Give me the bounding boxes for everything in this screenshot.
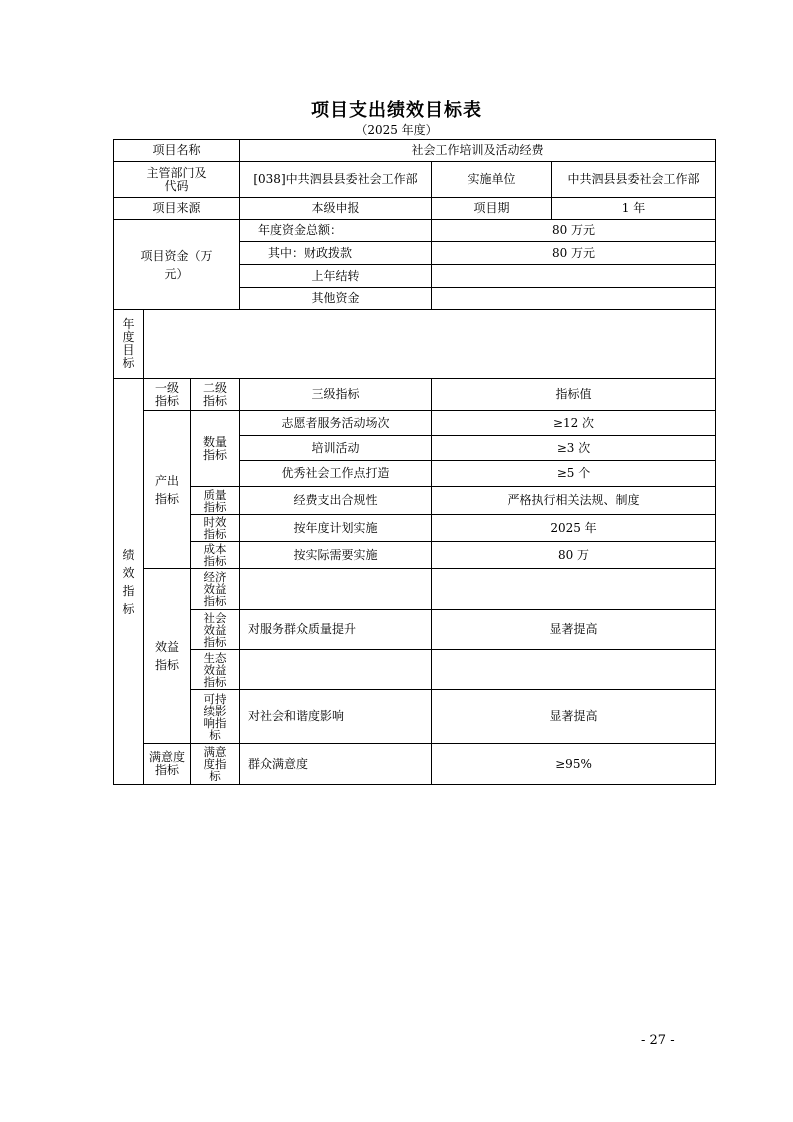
social-name: 对服务群众质量提升: [240, 610, 432, 650]
dept-value: [038]中共泗县县委社会工作部: [240, 162, 432, 198]
row-department: [114, 162, 716, 198]
impl-label: 实施单位: [432, 162, 552, 198]
benefit-label: 效益指标: [144, 569, 191, 744]
quantity-1-value: ≥12 次: [432, 411, 716, 436]
timeliness-name: 按年度计划实施: [240, 515, 432, 542]
page-number: - 27 -: [641, 1033, 675, 1048]
dept-label: 主管部门及代码: [114, 162, 240, 198]
annual-goal-label: 年度目标: [114, 310, 144, 379]
period-label: 项目期: [432, 198, 552, 220]
timeliness-label: 时效指标: [191, 515, 240, 542]
quality-name: 经费支出合规性: [240, 487, 432, 515]
ecological-value: [432, 650, 716, 690]
row-project-name: [114, 140, 716, 162]
row-cost: [114, 542, 716, 569]
impl-value: 中共泗县县委社会工作部: [552, 162, 716, 198]
project-name-label: 项目名称: [114, 140, 240, 162]
ecological-name: [240, 650, 432, 690]
row-quality: [114, 487, 716, 515]
page-title: 项目支出绩效目标表: [311, 100, 482, 121]
period-value: 1 年: [552, 198, 716, 220]
timeliness-value: 2025 年: [432, 515, 716, 542]
funds-total-value: 80 万元: [432, 220, 716, 242]
header-value: 指标值: [432, 379, 716, 411]
row-sustainability: [114, 690, 716, 744]
sustainability-label: 可持续影响指标: [191, 690, 240, 744]
source-label: 项目来源: [114, 198, 240, 220]
header-level1: 一级指标: [144, 379, 191, 411]
year-subtitle: （2025 年度）: [355, 123, 438, 137]
quantity-2-name: 培训活动: [240, 436, 432, 461]
sustainability-value: 显著提高: [432, 690, 716, 744]
funds-carryover-label: 上年结转: [240, 265, 432, 288]
header-level2: 二级指标: [191, 379, 240, 411]
social-value: 显著提高: [432, 610, 716, 650]
performance-target-table: [113, 139, 716, 785]
row-satisfaction: [114, 744, 716, 785]
quantity-label: 数量指标: [191, 411, 240, 487]
funds-other-label: 其他资金: [240, 288, 432, 310]
indicators-section-label: 绩效指标: [114, 379, 144, 785]
quantity-2-value: ≥3 次: [432, 436, 716, 461]
source-value: 本级申报: [240, 198, 432, 220]
cost-name: 按实际需要实施: [240, 542, 432, 569]
satisfaction-level2: 满意度指标: [191, 744, 240, 785]
economic-label: 经济效益指标: [191, 569, 240, 610]
row-source: [114, 198, 716, 220]
row-timeliness: [114, 515, 716, 542]
funds-other-value: [432, 288, 716, 310]
social-label: 社会效益指标: [191, 610, 240, 650]
funds-label: 项目资金（万元）: [114, 220, 240, 310]
ecological-label: 生态效益指标: [191, 650, 240, 690]
project-name-value: 社会工作培训及活动经费: [240, 140, 716, 162]
economic-value: [432, 569, 716, 610]
funds-fiscal-value: 80 万元: [432, 242, 716, 265]
quantity-3-value: ≥5 个: [432, 461, 716, 487]
row-annual-goal: [114, 310, 716, 379]
header-level3: 三级指标: [240, 379, 432, 411]
sustainability-name: 对社会和谐度影响: [240, 690, 432, 744]
quantity-1-name: 志愿者服务活动场次: [240, 411, 432, 436]
row-funds-total: [114, 220, 716, 242]
satisfaction-name: 群众满意度: [240, 744, 432, 785]
cost-value: 80 万: [432, 542, 716, 569]
row-economic: [114, 569, 716, 610]
quantity-3-name: 优秀社会工作点打造: [240, 461, 432, 487]
output-label: 产出指标: [144, 411, 191, 569]
quality-label: 质量指标: [191, 487, 240, 515]
cost-label: 成本指标: [191, 542, 240, 569]
row-quantity-1: [114, 411, 716, 436]
quality-value: 严格执行相关法规、制度: [432, 487, 716, 515]
funds-carryover-value: [432, 265, 716, 288]
satisfaction-value: ≥95%: [432, 744, 716, 785]
row-social: [114, 610, 716, 650]
row-indicator-header: [114, 379, 716, 411]
annual-goal-content: [144, 310, 716, 379]
row-ecological: [114, 650, 716, 690]
economic-name: [240, 569, 432, 610]
funds-fiscal-label: 其中：财政拨款: [240, 242, 432, 265]
satisfaction-level1: 满意度指标: [144, 744, 191, 785]
funds-total-label: 年度资金总额：: [240, 220, 432, 242]
